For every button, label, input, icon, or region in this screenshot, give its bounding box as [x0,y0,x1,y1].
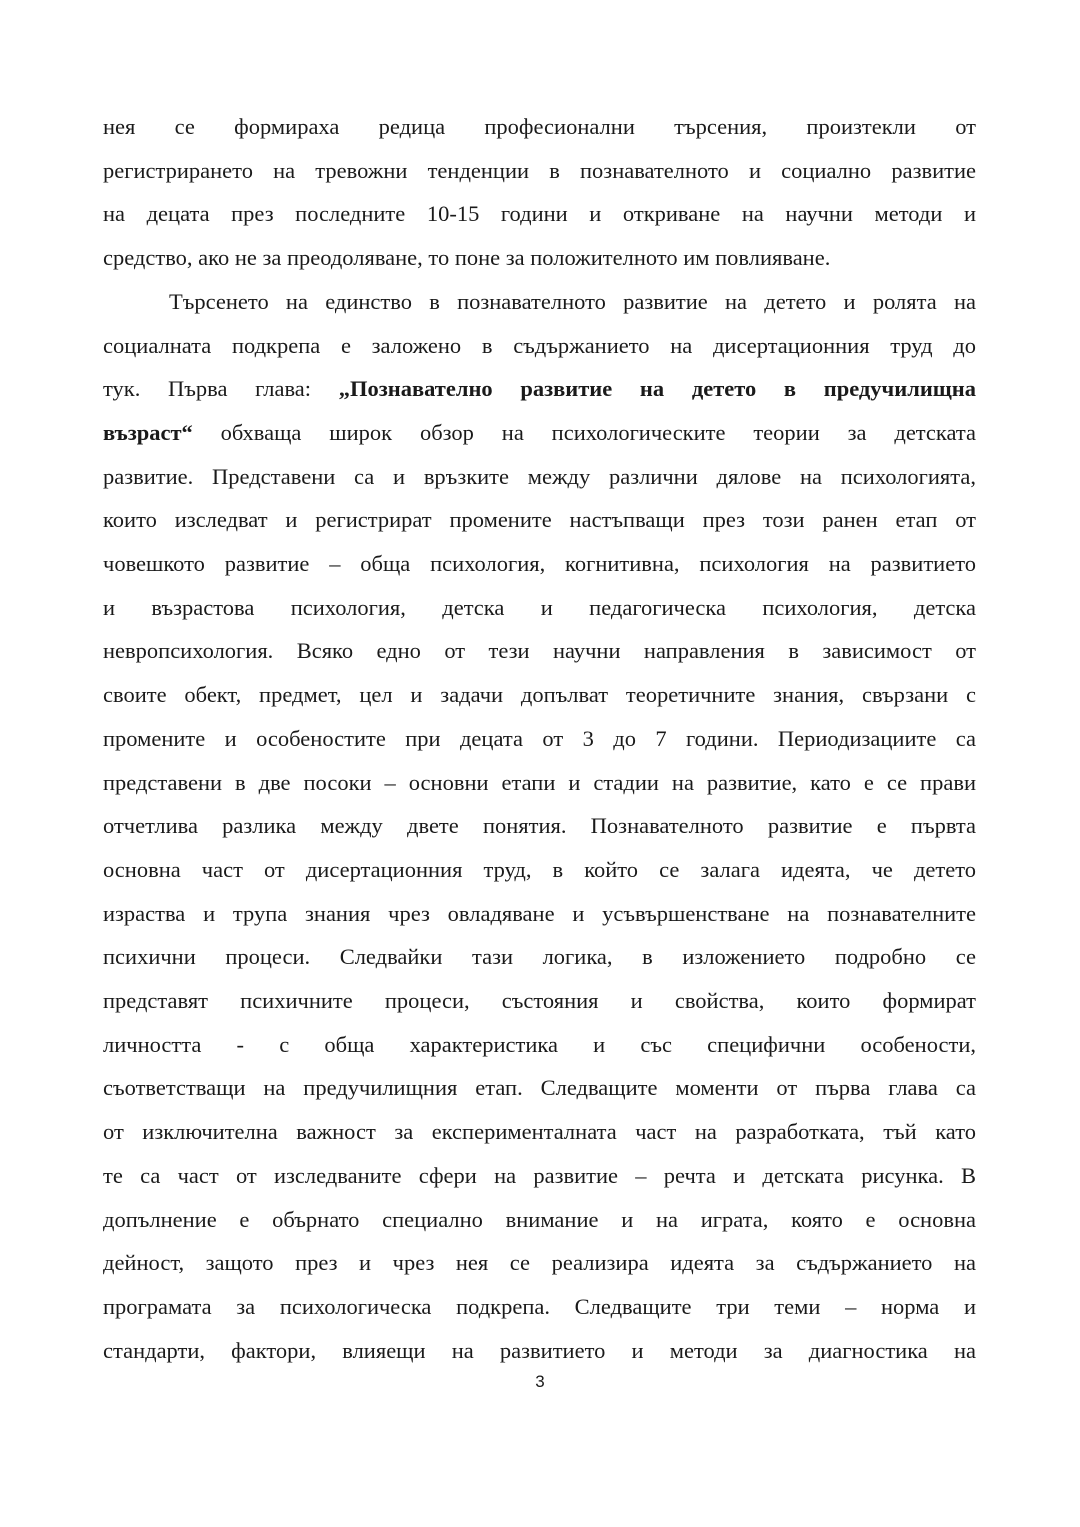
text-line: социалната подкрепа е заложено в съдържанието на дисертационния труд до [103,332,976,358]
text-line: представят психичните процеси, състояния и свойства, които формират [103,988,976,1014]
text-line [103,367,976,411]
text-line: те са част от изследваните сфери на развитие – речта и детската рисунка. В [103,1162,976,1188]
text-line: развитие. Представени са и връзките между различни дялове на психологията, [103,463,976,489]
chapter-title: „Познавателно развитие на детето в предучилищна [338,376,977,402]
text-line: нея се формираха редица професионални търсения, произтекли от [103,114,976,139]
chapter-title-continued: възраст“ [103,419,193,445]
text-line: на децата през последните 10-15 години и откриване на научни методи и [103,201,976,227]
text-fragment: обхваща широк обзор на психологическите теории за детската [192,419,976,445]
paragraph-1 [103,105,976,280]
text-line: личността - с обща характеристика и със специфични особености, [103,1031,976,1057]
text-line: допълнение е обърнато специално внимание и на играта, която е основна [103,1206,976,1232]
text-line: съответстващи на предучилищния етап. Следващите моменти от първа глава са [103,1075,976,1101]
text-line: психични процеси. Следвайки тази логика, в изложението подробно се [103,944,976,970]
page-number: 3 [535,1372,545,1391]
text-line: невропсихология. Всяко едно от тези научни направления в зависимост от [103,638,976,664]
text-line: програмата за психологическа подкрепа. Следващите три теми – норма и [103,1293,976,1319]
text-line: от изключителна важност за експерименталната част на разработката, тъй като [103,1119,976,1145]
text-line: стандарти, фактори, влияещи на развитието и методи за диагностика на [103,1337,976,1363]
text-line: промените и особеностите при децата от 3 до 7 години. Периодизациите са [103,725,976,751]
text-line: дейност, защото през и чрез нея се реализира идеята за съдържанието на [103,1250,976,1276]
text-line: представени в две посоки – основни етапи и стадии на развитие, като е се прави [103,769,976,795]
text-line: израства и трупа знания чрез овладяване и усъвършенстване на познавателните [103,900,976,926]
text-line: и възрастова психология, детска и педагогическа психология, детска [103,594,976,620]
paragraph-2 [103,280,976,1373]
text-line: отчетлива разлика между двете понятия. Познавателното развитие е първта [103,813,976,839]
text-fragment: тук. Първа глава: [103,376,339,402]
text-line: Търсенето на единство в познавателното развитие на детето и ролята на [169,288,976,314]
text-line: регистрирането на тревожни тенденции в познавателното и социално развитие [103,157,976,183]
text-line: средство, ако не за преодоляване, то поне за положителното им повлияване. [103,245,831,271]
text-line: които изследват и регистрират промените настъпващи през този ранен етап от [103,507,976,533]
text-line: човешкото развитие – обща психология, когнитивна, психология на развитието [103,551,976,577]
text-line: основна част от дисертационния труд, в който се залага идеята, че детето [103,856,976,882]
page-body [103,105,976,1372]
text-line [103,411,976,455]
text-line: своите обект, предмет, цел и задачи допълват теоретичните знания, свързани с [103,682,976,708]
